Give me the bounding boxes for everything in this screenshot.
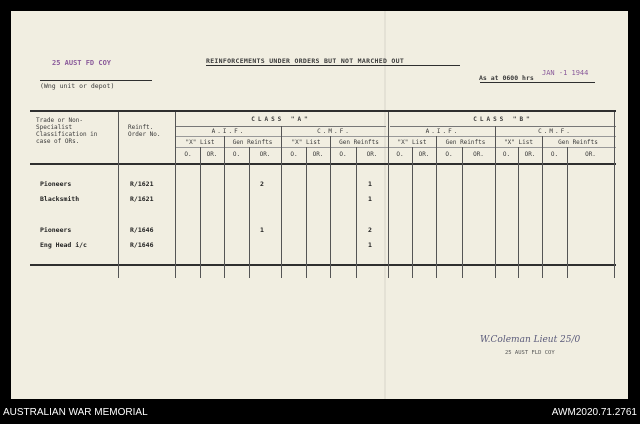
signature: W.Coleman Lieut 25/0 [480,335,581,345]
table-row-trade: Eng Head i/c [40,241,87,249]
col-divider [614,112,615,278]
gen-reinfts-header: Gen Reinfts [232,139,273,146]
o-header: O. [290,151,298,158]
class-a-cmf: C.M.F. [317,128,351,135]
class-b-aif: A.I.F. [425,128,460,135]
col-header-order: Reinft. Order No. [128,124,161,138]
table-row-order: R/1621 [130,180,154,188]
class-a-aif: A.I.F. [211,128,246,135]
o-header: O. [445,151,453,158]
wing-label: (Wng unit or depot) [40,82,115,90]
or-header: OR. [312,151,324,158]
col-divider [518,147,519,278]
col-divider [306,147,307,278]
class-b-rule [390,126,616,127]
table-row-order: R/1646 [130,226,154,234]
o-header: O. [232,151,241,158]
col-header-trade: Trade or Non-Specialist Classification in case of ORs. [36,117,98,145]
col-divider [200,147,201,278]
table-row-value: 1 [368,180,372,188]
date-stamp: JAN -1 1944 [542,69,589,77]
or-header: OR. [418,151,430,158]
table-row-trade: Pioneers [40,180,72,188]
col-divider [281,126,282,278]
or-header: OR. [473,151,484,158]
class-b-cmf: C.M.F. [538,128,572,135]
signature-unit: 25 AUST FLD COY [505,350,555,356]
as-at-label: As at 0600 hrs [479,74,534,82]
or-header: OR. [366,151,378,158]
col-divider [249,147,250,278]
gen-reinfts-header: Gen Reinfts [339,139,379,146]
col-divider [567,147,568,278]
paper-fold [384,11,386,399]
col-divider [412,147,413,278]
date-underline [480,82,595,83]
x-list-header: "X" List [397,139,427,146]
col-divider [495,126,496,278]
document-title: REINFORCEMENTS UNDER ORDERS BUT NOT MARCHED OUT [206,57,405,65]
table-row-trade: Blacksmith [40,195,80,203]
table-row-value: 1 [260,226,264,234]
o-header: O. [396,151,404,158]
class-b-header: CLASS "B" [473,116,533,123]
o-header: O. [339,151,347,158]
oor-rule [176,147,616,148]
archive-name: AUSTRALIAN WAR MEMORIAL [3,407,148,418]
table-row-value: 1 [368,241,372,249]
or-header: OR. [259,151,271,158]
class-a-header: CLASS "A" [251,116,311,123]
or-header: OR. [206,151,218,158]
title-underline [206,65,460,66]
unit-underline [40,80,152,81]
table-row-order: R/1621 [130,195,154,203]
gen-reinfts-header: Gen Reinfts [558,139,598,146]
sub-rule [176,136,616,137]
table-row-value: 1 [368,195,372,203]
o-header: O. [550,151,559,158]
table-row-order: R/1646 [130,241,154,249]
x-list-header: "X" List [185,139,215,146]
col-divider [388,112,389,278]
col-divider [118,112,119,278]
col-divider [462,147,463,278]
unit-stamp: 25 AUST FD COY [52,59,112,67]
accession-number: AWM2020.71.2761 [551,407,637,418]
table-row-value: 2 [260,180,264,188]
o-header: O. [184,151,192,158]
or-header: OR. [585,151,596,158]
x-list-header: "X" List [504,139,533,146]
gen-reinfts-header: Gen Reinfts [445,139,486,146]
table-row-value: 2 [368,226,372,234]
or-header: OR. [524,151,536,158]
archive-footer [0,402,640,424]
x-list-header: "X" List [291,139,321,146]
col-divider [356,147,357,278]
o-header: O. [502,151,511,158]
table-row-trade: Pioneers [40,226,72,234]
col-divider [175,112,176,278]
